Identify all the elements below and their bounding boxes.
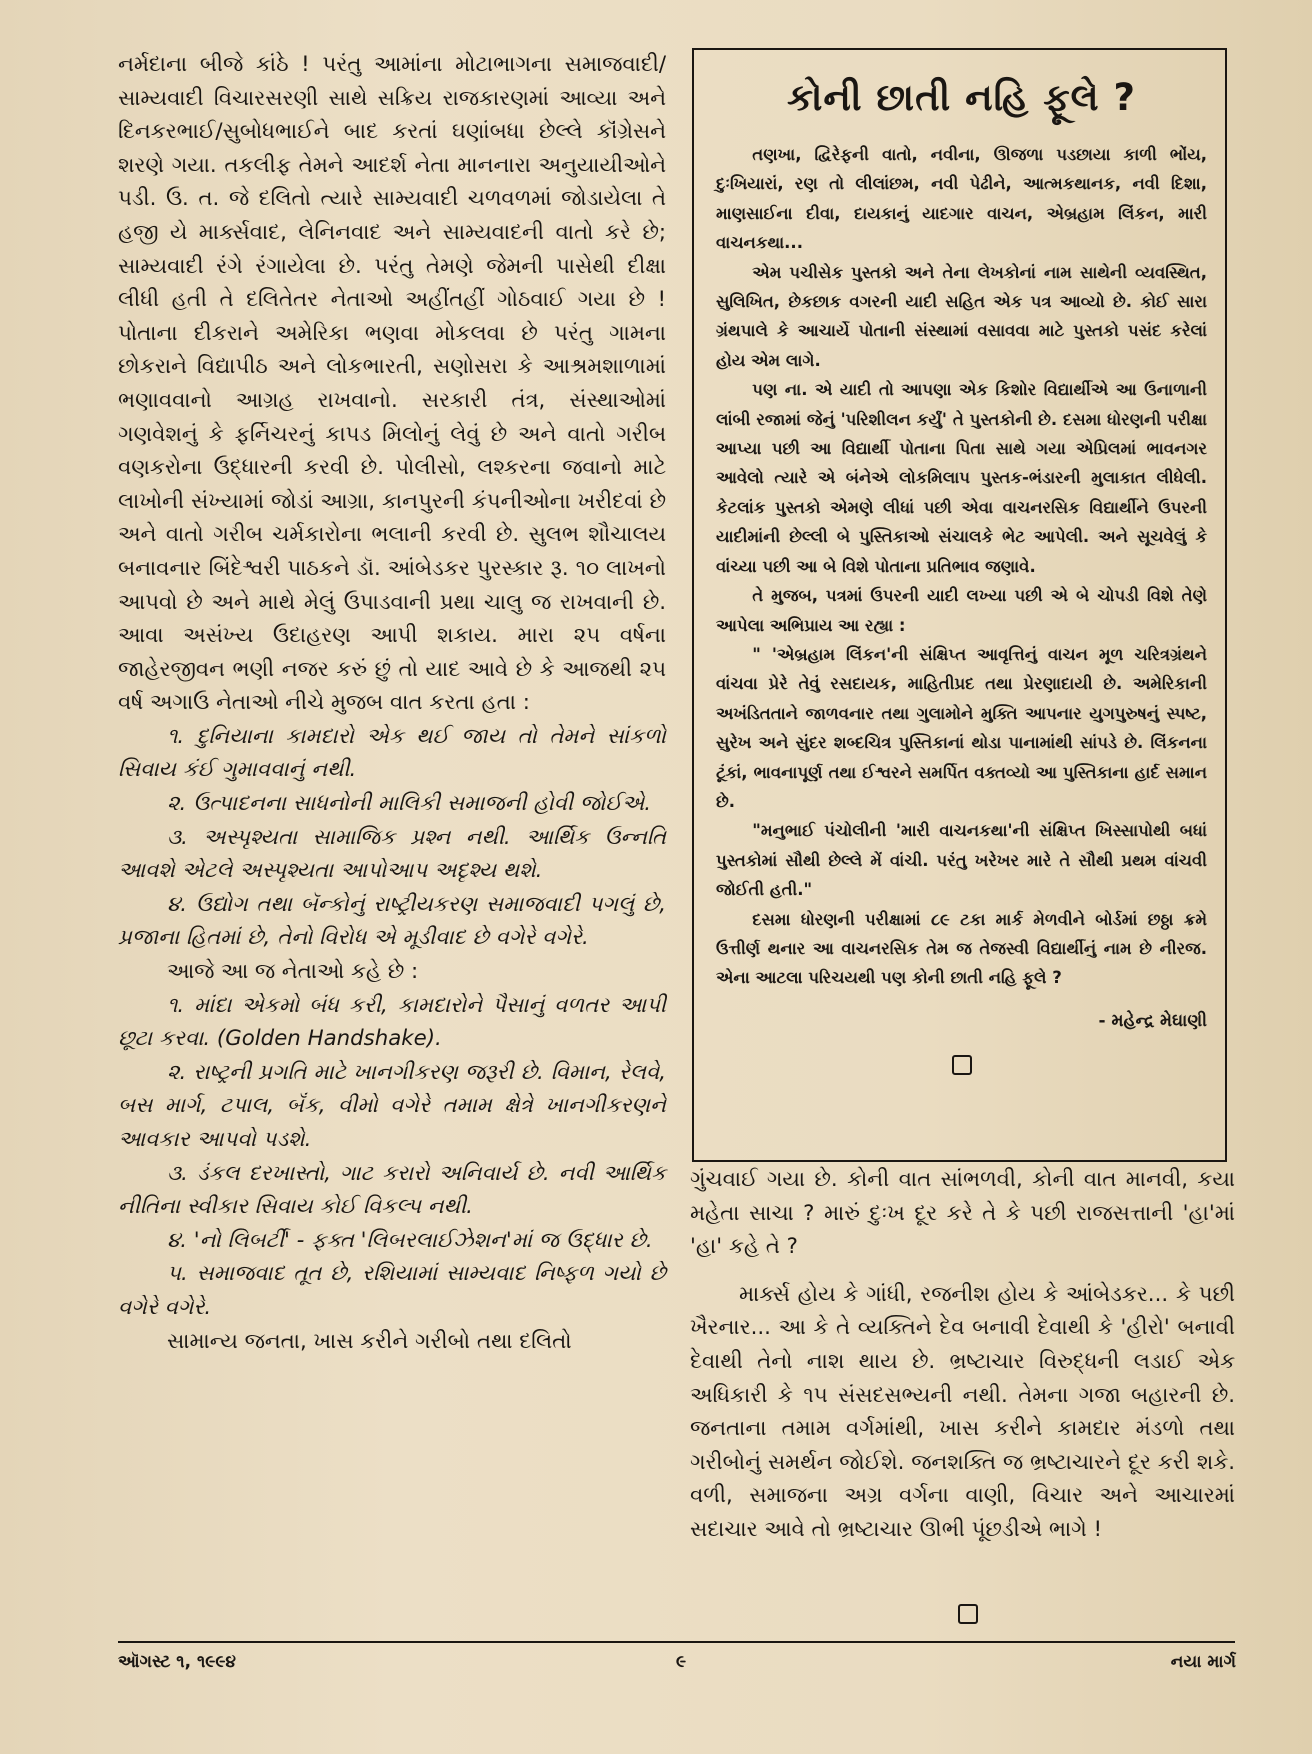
boxed-paragraph: પણ ના. એ યાદી તો આપણા એક કિશોર વિદ્યાર્થીએ આ ઉનાળાની લાંબી રજામાં જેનું 'પરિશીલન કર્યું' તે પુસ્તકોની છે. દસમા ધોરણની પરીક્ષા આપ્યા પછી આ વિદ્યાર્થી પોતાના પિતા સાથે ગયા એપ્રિલમાં ભાવનગર આવેલો ત્યારે એ બંનેએ લોકમિલાપ પુસ્તક-ભંડારની મુલાકાત લીધેલી. કેટલાંક પુસ્તકો એમણે લીધાં પછી એવા વાચનરસિક વિદ્યાર્થીને ઉપરની યાદીમાંની છેલ્લી બે પુસ્તિકાઓ સંચાલકે ભેટ આપેલી. અને સૂચવેલું કે વાંચ્યા પછી આ બે વિશે પોતાના પ્રતિભાવ જણાવે. xyxy=(716,380,1207,576)
footer-divider xyxy=(118,1641,1235,1643)
old-leaders-point-3: ૩. અસ્પૃશ્યતા સામાજિક પ્રશ્ન નથી. આર્થિક ઉન્નતિ આવશે એટલે અસ્પૃશ્યતા આપોઆપ અદૃશ્ય થશે. xyxy=(118,824,666,884)
right-paragraph: ગુંચવાઈ ગયા છે. કોની વાત સાંભળવી, કોની વાત માનવી, કયા મહેતા સાચા ? મારું દુઃખ દૂર કરે તે કે પછી રાજસત્તાની 'હા'માં 'હા' કહે તે ? xyxy=(690,1167,1235,1260)
boxed-paragraph: તે મુજબ, પત્રમાં ઉપરની યાદી લખ્યા પછી એ બે ચોપડી વિશે તેણે આપેલા અભિપ્રાય આ રહ્યા : xyxy=(716,586,1207,635)
left-paragraph: નર્મદાના બીજે કાંઠે ! પરંતુ આમાંના મોટાભાગના સમાજવાદી/સામ્યવાદી વિચારસરણી સાથે સક્રિય રાજકારણમાં આવ્યા અને દિનકરભાઈ/સુબોધભાઈને બાદ કરતાં ઘણાંબધા છેલ્લે કૉંગ્રેસને શરણે ગયા. તકલીફ તેમને આદર્શ નેતા માનનારા અનુયાયીઓને પડી. ઉ. ત. જે દલિતો ત્યારે સામ્યવાદી ચળવળમાં જોડાયેલા તે હજી યે માર્ક્સવાદ, લેનિનવાદ અને સામ્યવાદની વાતો કરે છે; સામ્યવાદી રંગે રંગાયેલા છે. પરંતુ તેમણે જેમની પાસેથી દીક્ષા લીધી હતી તે દલિતેતર નેતાઓ અહીંતહીં ગોઠવાઈ ગયા છે ! પોતાના દીકરાને અમેરિકા ભણવા મોકલવા છે પરંતુ ગામના છોકરાને વિદ્યાપીઠ અને લોકભારતી, સણોસરા કે આશ્રમશાળામાં ભણાવવાનો આગ્રહ રાખવાનો. સરકારી તંત્ર, સંસ્થાઓમાં ગણવેશનું કે ફર્નિચરનું કાપડ મિલોનું લેવું છે અને વાતો ગરીબ વણકરોના ઉદ્ધારની કરવી છે. પોલીસો, લશ્કરના જવાનો માટે લાખોની સંખ્યામાં જોડાં આગ્રા, કાનપુરની કંપનીઓના ખરીદવાં છે અને વાતો ગરીબ ચર્મકારોના ભલાની કરવી છે. સુલભ શૌચાલય બનાવનાર બિંદેશ્વરી પાઠકને ડૉ. આંબેડકર પુરસ્કાર રૂ. ૧૦ લાખનો આપવો છે અને માથે મેલું ઉપાડવાની પ્રથા ચાલુ જ રાખવાની છે. આવા અસંખ્ય ઉદાહરણ આપી શકાય. મારા ૨૫ વર્ષના જાહેરજીવન ભણી નજર કરું છું તો યાદ આવે છે કે આજથી ૨૫ વર્ષ અગાઉ નેતાઓ નીચે મુજબ વાત કરતા હતા : xyxy=(118,52,666,716)
right-paragraph: માર્ક્સ હોય કે ગાંધી, રજનીશ હોય કે આંબેડકર... કે પછી ખૈરનાર... આ કે તે વ્યક્તિને દેવ બનાવી દેવાથી કે 'હીરો' બનાવી દેવાથી તેનો નાશ થાય છે. ભ્રષ્ટાચાર વિરુદ્ધની લડાઈ એક અધિકારી કે ૧૫ સંસદસભ્યની નથી. તેમના ગજા બહારની છે. જનતાના તમામ વર્ગમાંથી, ખાસ કરીને કામદાર મંડળો તથા ગરીબોનું સમર્થન જોઈશે. જનશક્તિ જ ભ્રષ્ટાચારને દૂર કરી શકે. વળી, સમાજના અગ્ર વર્ગના વાણી, વિચાર અને આચારમાં સદાચાર આવે તો ભ્રષ્ટાચાર ઊભી પૂંછડીએ ભાગે ! xyxy=(690,1281,1235,1542)
boxed-paragraph: દસમા ધોરણની પરીક્ષામાં ૮૯ ટકા માર્ક મેળવીને બોર્ડમાં છઠ્ઠા ક્રમે ઉત્તીર્ણ થનાર આ વાચનરસિક તેમ જ તેજસ્વી વિદ્યાર્થીનું નામ છે નીરજ. એના આટલા પરિચયથી પણ કોની છાતી નહિ ફૂલે ? xyxy=(716,909,1207,988)
boxed-quote: "મનુભાઈ પંચોલીની 'મારી વાચનકથા'ની સંક્ષિપ્ત ખિસ્સાપોથી બધાં પુસ્તકોમાં સૌથી છેલ્લે મેં વાંચી. પરંતુ ખરેખર મારે તે સૌથી પ્રથમ વાંચવી જોઈતી હતી." xyxy=(716,821,1207,900)
right-column xyxy=(690,1163,1235,1547)
today-leaders-heading: આજે આ જ નેતાઓ કહે છે : xyxy=(166,959,419,985)
boxed-paragraph: તણખા, દ્વિરેફની વાતો, નવીના, ઊજળા પડછાયા કાળી ભોંય, દુઃખિયારાં, રણ તો લીલાંછમ, નવી પેઢીને, આત્મકથાનક, નવી દિશા, માણસાઈના દીવા, દાયકાનું યાદગાર વાચન, એબ્રહામ લિંકન, મારી વાચનકથા... xyxy=(716,145,1207,253)
new-leaders-point-2: ૨. રાષ્ટ્રની પ્રગતિ માટે ખાનગીકરણ જરૂરી છે. વિમાન, રેલવે, બસ માર્ગ, ટપાલ, બૅંક, વીમો વગેરે તમામ ક્ષેત્રે ખાનગીકરણને આવકાર આપવો પડશે. xyxy=(118,1059,666,1152)
page-number: ૯ xyxy=(676,1652,687,1672)
old-leaders-point-1: ૧. દુનિયાના કામદારો એક થઈ જાય તો તેમને સાંકળો સિવાય કંઈ ગુમાવવાનું નથી. xyxy=(118,723,666,783)
boxed-quote: " 'એબ્રહામ લિંકન'ની સંક્ષિપ્ત આવૃત્તિનું વાચન મૂળ ચરિત્રગ્રંથને વાંચવા પ્રેરે તેવું રસદાયક, માહિતીપ્રદ તથા પ્રેરણાદાયી છે. અમેરિકાની અખંડિતતાને જાળવનાર તથા ગુલામોને મુક્તિ આપનાર યુગપુરુષનું સ્પષ્ટ, સુરેખ અને સુંદર શબ્દચિત્ર પુસ્તિકાનાં થોડા પાનામાંથી સાંપડે છે. લિંકનના ટૂંકાં, ભાવનાપૂર્ણ તથા ઈશ્વરને સમર્પિત વક્તવ્યો આ પુસ્તિકાના હાર્દ સમાન છે. xyxy=(716,644,1207,811)
author-signature: - મહેન્દ્ર મેઘાણી xyxy=(1098,1010,1207,1031)
left-column xyxy=(118,48,666,1358)
end-mark-icon xyxy=(958,1604,978,1624)
old-leaders-point-2: ૨. ઉત્પાદનના સાધનોની માલિકી સમાજની હોવી જોઈએ. xyxy=(166,791,652,817)
new-leaders-point-1: ૧. માંદા એકમો બંધ કરી, કામદારોને પૈસાનું વળતર આપી છૂટા કરવા. (Golden Handshake). xyxy=(118,992,666,1052)
boxed-paragraph: એમ પચીસેક પુસ્તકો અને તેના લેખકોનાં નામ સાથેની વ્યવસ્થિત, સુલિખિત, છેકછાક વગરની યાદી સહિત એક પત્ર આવ્યો છે. કોઈ સારા ગ્રંથપાલે કે આચાર્યે પોતાની સંસ્થામાં વસાવવા માટે પુસ્તકો પસંદ કરેલાં હોય એમ લાગે. xyxy=(716,262,1207,370)
issue-date: ઑગસ્ટ ૧, ૧૯૯૪ xyxy=(118,1652,236,1672)
publication-name: નયા માર્ગ xyxy=(1170,1652,1236,1672)
new-leaders-point-3: ૩. ડંકલ દરખાસ્તો, ગાટ કરારો અનિવાર્ય છે. નવી આર્થિક નીતિના સ્વીકાર સિવાય કોઈ વિકલ્પ નથી. xyxy=(118,1160,666,1220)
old-leaders-point-4: ૪. ઉદ્યોગ તથા બૅન્કોનું રાષ્ટ્રીયકરણ સમાજવાદી પગલું છે, પ્રજાના હિતમાં છે, તેનો વિરોધ એ મૂડીવાદ છે વગેરે વગેરે. xyxy=(118,891,666,951)
new-leaders-point-5: ૫. સમાજવાદ તૂત છે, રશિયામાં સામ્યવાદ નિષ્ફળ ગયો છે વગેરે વગેરે. xyxy=(118,1261,666,1320)
new-leaders-point-4: ૪. 'નો લિબર્ટી' - ફક્ત 'લિબરલાઈઝેશન'માં જ ઉદ્ધાર છે. xyxy=(166,1227,653,1253)
boxed-article-title: કોની છાતી નહિ ફૂલે ? xyxy=(787,76,1136,119)
end-mark-icon xyxy=(952,1055,972,1075)
left-closing-line: સામાન્ય જનતા, ખાસ કરીને ગરીબો તથા દલિતો xyxy=(166,1328,572,1354)
boxed-article xyxy=(692,48,1227,1162)
